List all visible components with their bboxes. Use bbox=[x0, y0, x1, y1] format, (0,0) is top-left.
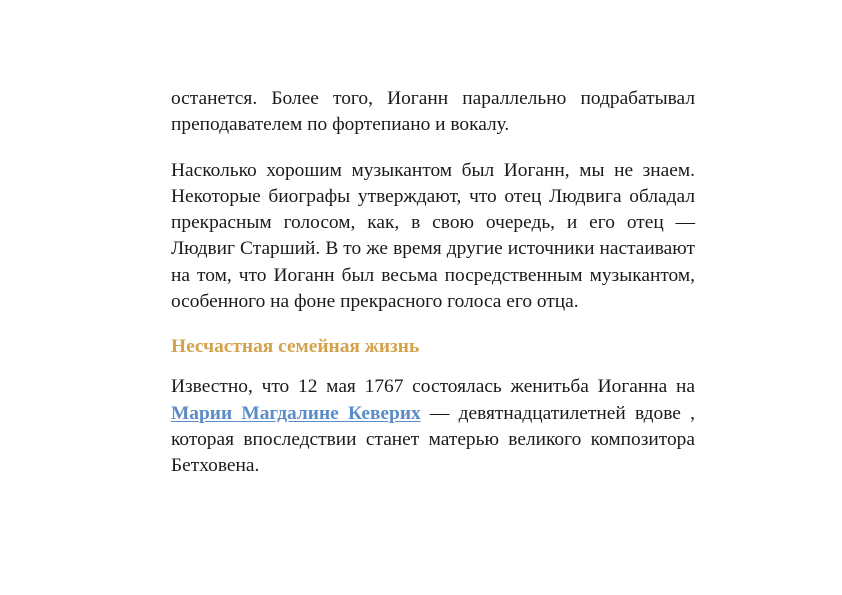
document-body bbox=[171, 86, 695, 480]
paragraph-3-text-before: Известно, что 12 мая 1767 состоялась женитьба Иоганна на bbox=[171, 376, 695, 398]
maria-magdalena-keverich-link[interactable]: Марии Магдалине Кеверих bbox=[171, 402, 421, 424]
paragraph-1: останется. Более того, Иоганн параллельно подрабатывал преподавателем по фортепиано и вокалу. bbox=[171, 88, 695, 136]
paragraph-3-text-after: — девятнадцатилетней вдове , которая впоследствии станет матерью великого композитора Бетховена. bbox=[171, 402, 695, 477]
section-heading: Несчастная семейная жизнь bbox=[171, 336, 420, 358]
paragraph-2: Насколько хорошим музыкантом был Иоганн, мы не знаем. Некоторые биографы утверждают, что отец Людвига обладал прекрасным голосом, как, в свою очередь, и его отец — Людвиг Старший. В то же время другие источники настаивают на том, что Иоганн был весьма посредственным музыкантом, особенного на фоне прекрасного голоса его отца. bbox=[171, 159, 695, 313]
paragraph-3 bbox=[171, 374, 695, 479]
